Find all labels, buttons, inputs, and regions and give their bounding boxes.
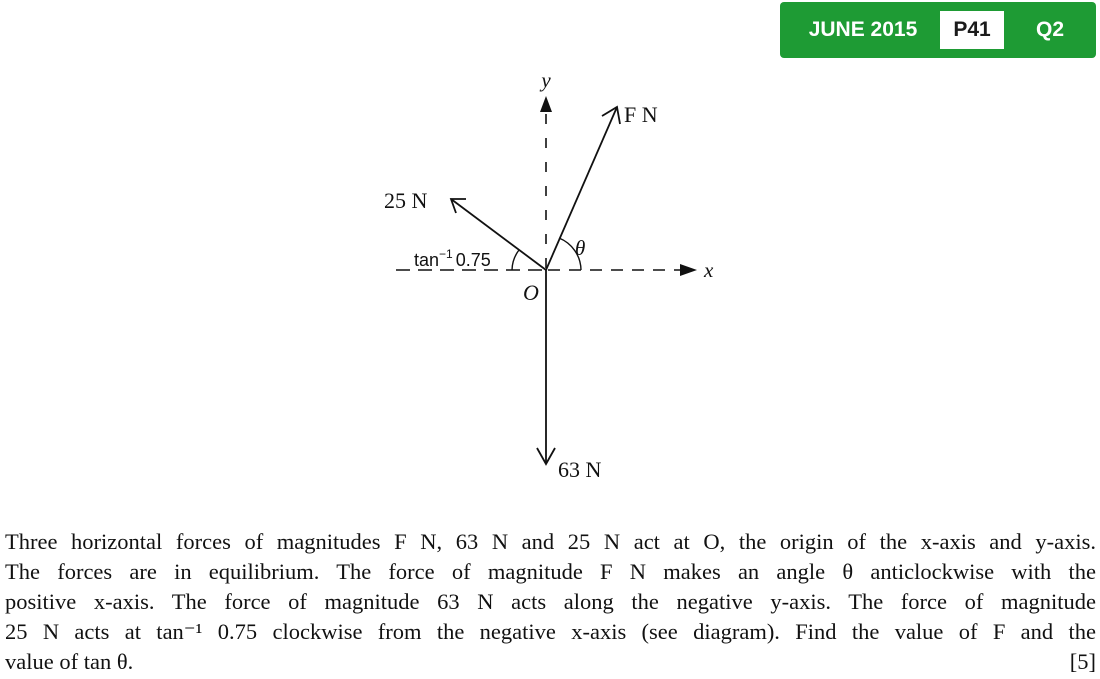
- y-axis-label: y: [541, 68, 551, 92]
- force-63-label: 63 N: [558, 457, 602, 482]
- question-line: 25 N acts at tan⁻¹ 0.75 clockwise from the negative x-axis (see diagram). Find the value of F and the: [5, 619, 1096, 644]
- badge-session: JUNE 2015: [808, 18, 918, 41]
- force-25-label: 25 N: [384, 188, 428, 213]
- x-axis-arrowhead: [680, 264, 697, 276]
- tan-text: tan: [414, 250, 440, 270]
- question-line: positive x-axis. The force of magnitude 63 N acts along the negative y-axis. The force of magnitude: [5, 589, 1096, 614]
- question-line: Three horizontal forces of magnitudes F N, 63 N and 25 N act at O, the origin of the x-axis and y-axis.: [5, 529, 1096, 554]
- origin-label: O: [523, 280, 539, 305]
- question-marks: [5]: [1069, 649, 1096, 674]
- question-text: [5, 527, 1096, 677]
- force-f-label: F N: [624, 102, 658, 127]
- tan-angle-label: [414, 247, 491, 270]
- tan-value: 0.75: [455, 250, 491, 270]
- tan-superscript: −1: [439, 247, 453, 261]
- theta-label: θ: [575, 236, 586, 260]
- question-last-line: [5, 647, 1096, 677]
- question-line: The forces are in equilibrium. The force of magnitude F N makes an angle θ anticlockwise with the: [5, 559, 1096, 584]
- y-axis-arrowhead: [540, 96, 552, 112]
- tan-angle-arc: [512, 250, 519, 270]
- badge-question: Q2: [1035, 18, 1064, 41]
- x-axis-label: x: [704, 258, 714, 282]
- badge-paper: P41: [940, 11, 1004, 49]
- question-line: value of tan θ.: [5, 649, 134, 674]
